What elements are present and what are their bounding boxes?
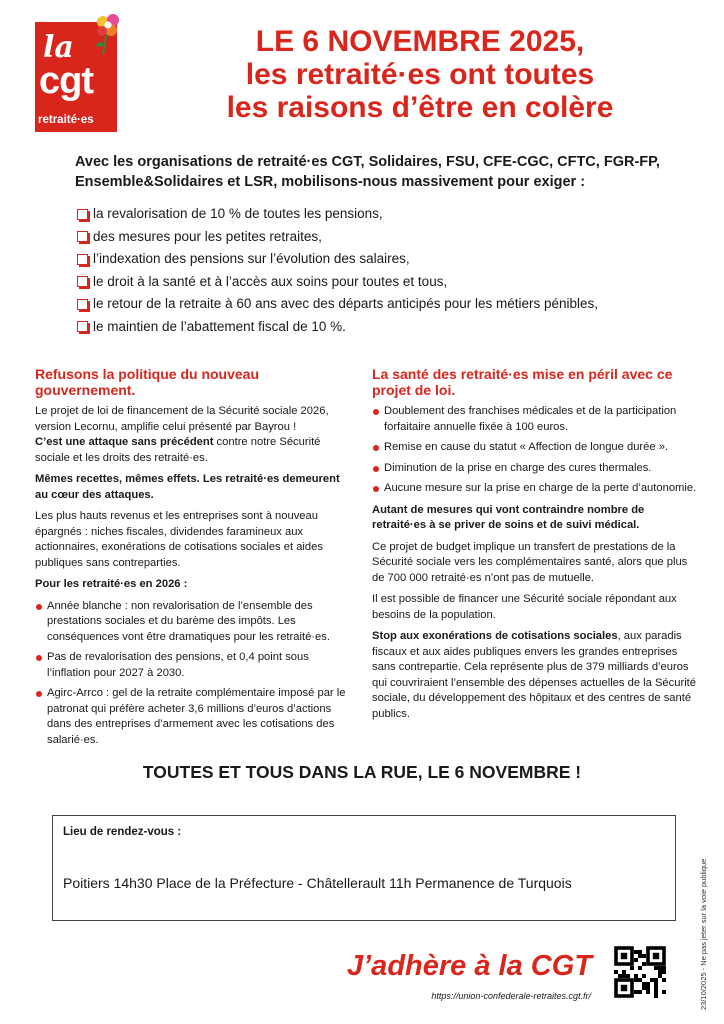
side-note: 23/10/2025 - Ne pas jeter sur la voie publique [699,858,708,1010]
call-to-action: TOUTES ET TOUS DANS LA RUE, LE 6 NOVEMBRE ! [142,762,582,782]
demands-list [77,203,697,338]
intro-text: Avec les organisations de retraité·es CGT, Solidaires, FSU, CFE-CGC, CFTC, FGR-FP, Ensemble&Solidaires et LSR, mobilisons-nous massivement pour exiger : [75,154,660,190]
checkbox-icon [77,299,88,310]
cgt-logo [35,22,117,132]
bullet-item: Diminution de la prise en charge des cures thermales. [372,461,697,477]
right-column [372,366,697,728]
right-paragraph-1: Ce projet de budget implique un transfert de prestations de la Sécurité sociale vers les complémentaires santé, alors que plus de 700 000 retraité·es n’ont pas de mutuelle. [372,540,688,584]
left-bullets [35,599,355,749]
left-p1-rest: contre notre Sécurité sociale et les droits des retraité·es. [35,436,321,464]
left-heading: Refusons la politique du nouveau gouvernement. [35,366,260,398]
left-subheading-2: Pour les retraité·es en 2026 : [35,578,188,590]
qr-code[interactable] [614,946,666,998]
rendezvous-place: Poitiers 14h30 Place de la Préfecture - Châtellerault 11h Permanence de Turquois [63,875,572,891]
demand-item [77,203,697,226]
title-line-1: LE 6 NOVEMBRE 2025, [255,25,585,58]
right-bullets [372,404,697,497]
demand-item [77,271,697,294]
bullet-item: Aucune mesure sur la prise en charge de la perte d’autonomie. [372,481,697,497]
bullet-item: Doublement des franchises médicales et de la participation forfaitaire annuelle fixée à 100 euros. [372,404,697,435]
flower-icon [93,10,125,54]
title-line-2: les retraité·es ont toutes [245,58,595,91]
demand-text: le maintien de l’abattement fiscal de 10 %. [93,318,346,334]
left-p1-bold: C’est une attaque sans précédent [35,436,214,448]
demand-item [77,316,697,339]
checkbox-icon [77,209,88,220]
left-paragraph-1 [35,404,355,466]
right-paragraph-3 [372,629,697,722]
checkbox-icon [77,321,88,332]
demand-item [77,293,697,316]
right-subheading-1: Autant de mesures qui vont contraindre nombre de retraité·es à se priver de soins et de suivi médical. [372,503,645,531]
checkbox-icon [77,254,88,265]
demand-text: la revalorisation de 10 % de toutes les pensions, [93,206,383,221]
bullet-item: Agirc-Arrco : gel de la retraite complémentaire imposé par le patronat qui préfère acheter 3,6 millions d’euros d’actions dans des entreprises d’armement avec les cotisations des salarié·es. [35,686,355,748]
right-p3-rest: , aux paradis fiscaux et aux aides publiques envers les grandes entreprises sans contrepartie. Cela représente plus de 379 milliards d’euros qui couvriraient l’ensemble des dépenses actuelles de la Sécurité sociale, du développement des hôpitaux et des centres de santé publics. [372,630,697,720]
bullet-item: Année blanche : non revalorisation de l’ensemble des prestations sociales et du barème des impôts. Les conséquences vont être dramatiques pour les retraité·es. [35,599,355,646]
page-title [150,25,690,124]
left-column [35,366,355,754]
demand-text: le droit à la santé et à l’accès aux soins pour toutes et tous, [93,273,448,289]
left-p1-text: Le projet de loi de financement de la Sécurité sociale 2026, version Lecornu, amplifie celui présenté par Bayrou ! [35,405,329,433]
website-link[interactable]: https://union-confederale-retraites.cgt.fr/ [431,991,591,1001]
bullet-item: Remise en cause du statut « Affection de longue durée ». [372,440,697,456]
right-p3-bold: Stop aux exonérations de cotisations sociales [372,630,618,642]
logo-retraites: retraité·es [38,114,94,126]
bullet-item: Pas de revalorisation des pensions, et 0,4 point sous l’inflation pour 2027 à 2030. [35,650,355,681]
checkbox-icon [77,231,88,242]
join-slogan: J’adhère à la CGT [347,950,592,982]
logo-la: la [43,30,74,65]
logo-cgt: cgt [39,60,93,102]
checkbox-icon [77,276,88,287]
title-line-3: les raisons d’être en colère [226,91,614,124]
right-heading: La santé des retraité·es mise en péril avec ce projet de loi. [372,366,673,398]
demand-text: l’indexation des pensions sur l’évolution des salaires, [93,251,410,266]
demand-text: le retour de la retraite à 60 ans avec des départs anticipés pour les métiers pénibles, [93,296,599,311]
demand-item [77,248,697,271]
left-paragraph-2: Les plus hauts revenus et les entreprises sont à nouveau épargnés : niches fiscales, dividendes faramineux aux actionnaires, exonérations de cotisations sociales et aides publiques sans contreparties. [35,510,323,569]
demand-item [77,226,697,249]
left-subheading-1: Mêmes recettes, mêmes effets. Les retraité·es demeurent au cœur des attaques. [35,473,340,501]
right-paragraph-2: Il est possible de financer une Sécurité sociale répondant aux besoins de la population. [372,593,677,621]
demand-text: des mesures pour les petites retraites, [93,228,322,244]
rendezvous-label: Lieu de rendez-vous : [63,826,182,838]
rendezvous-box [52,815,676,921]
